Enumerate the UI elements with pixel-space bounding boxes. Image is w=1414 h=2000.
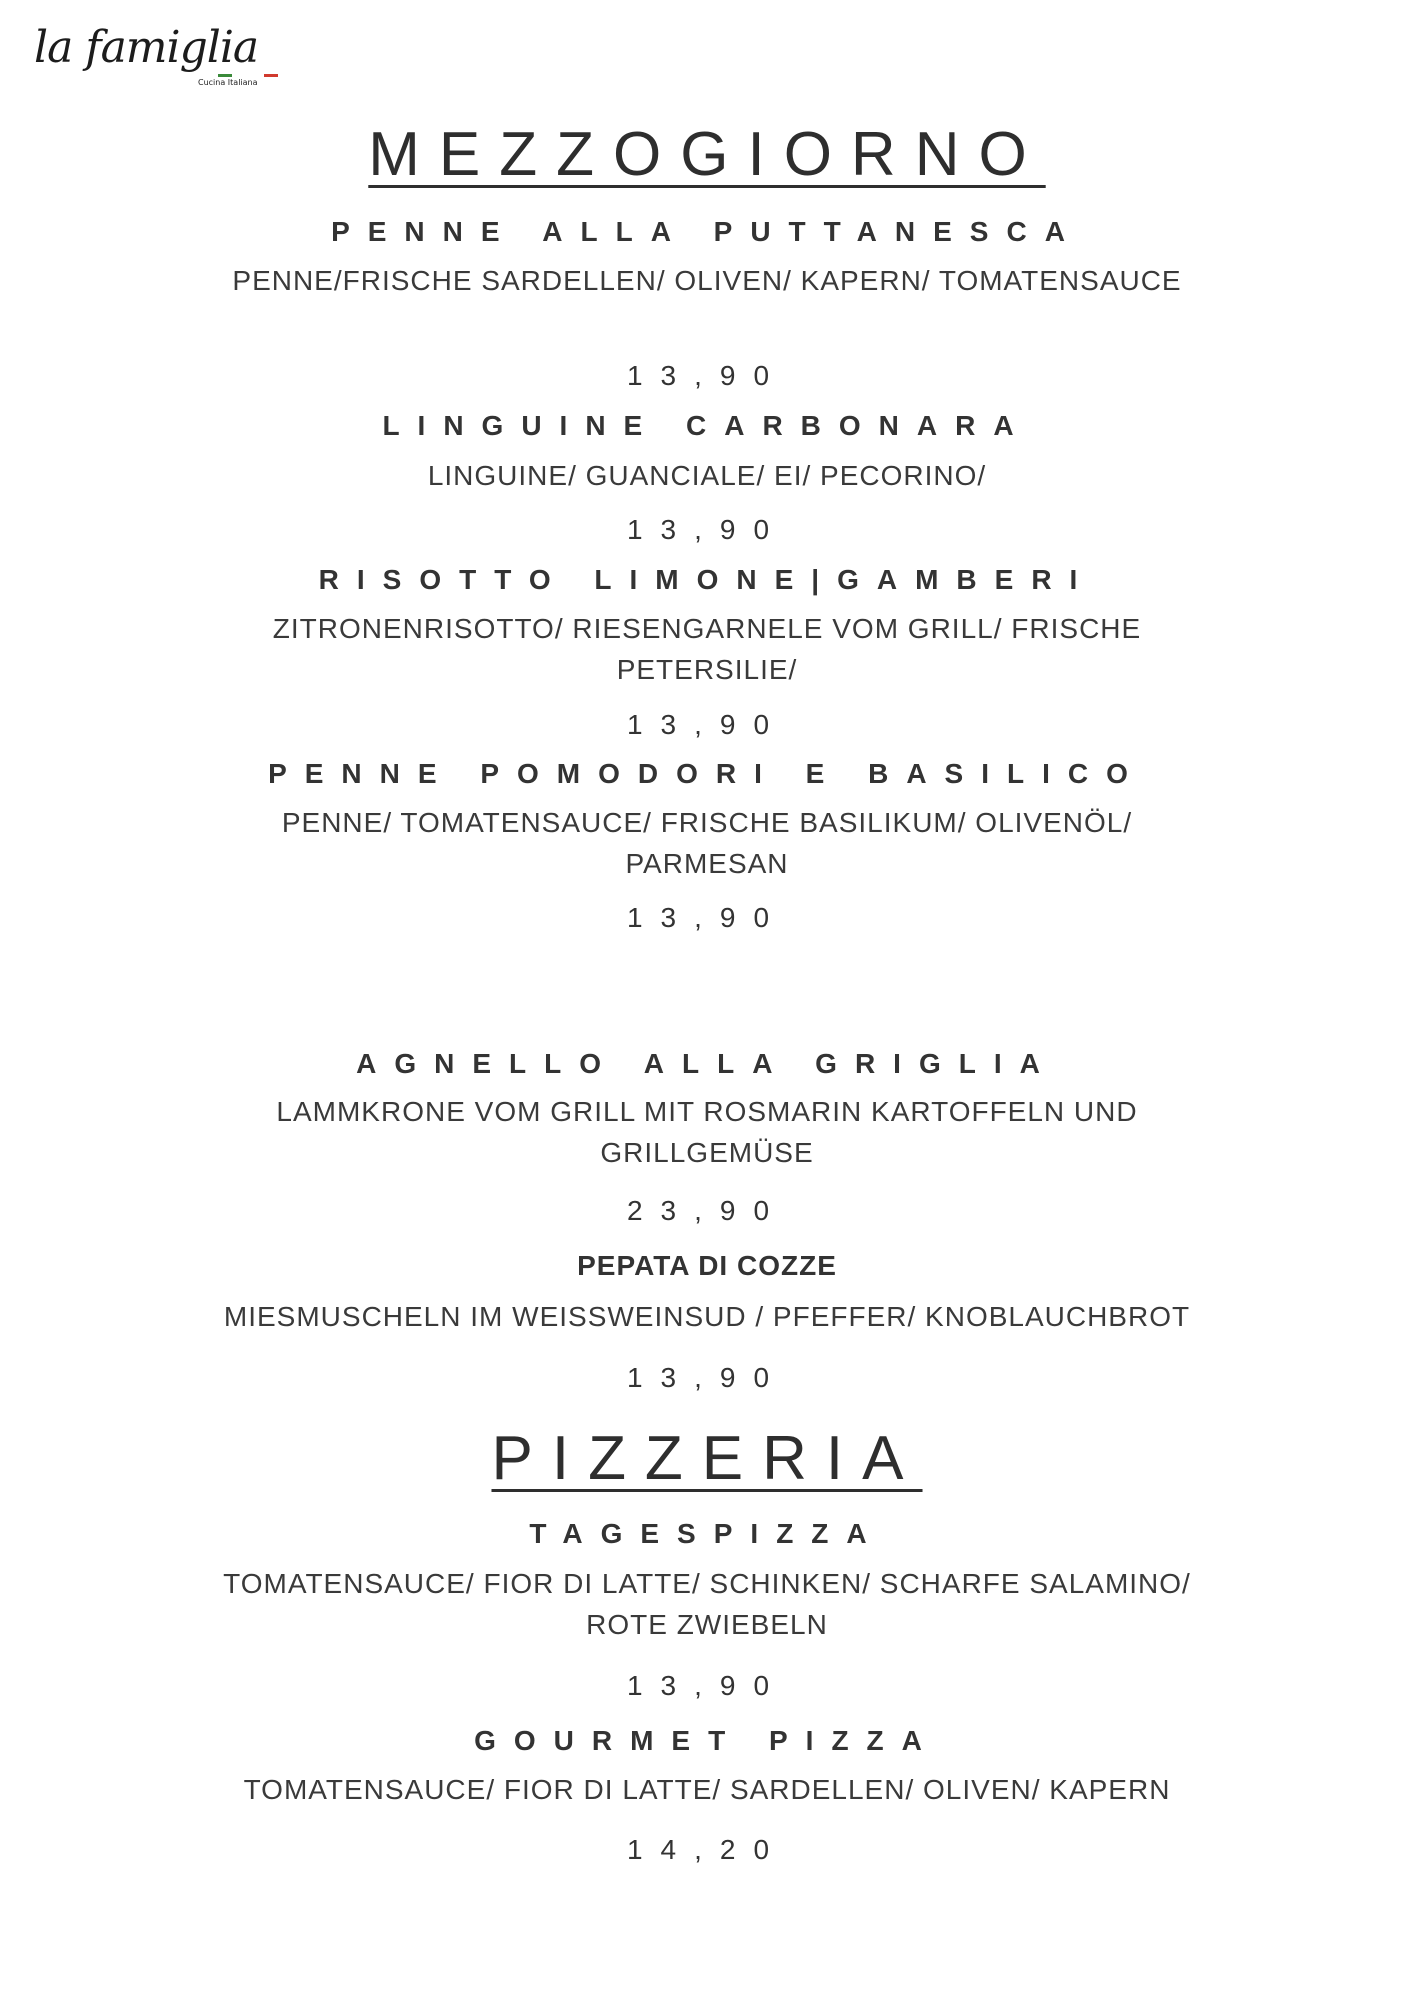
menu-item-name: RISOTTO LIMONE|GAMBERI [318, 564, 1096, 595]
menu-item-description: LINGUINE/ GUANCIALE/ EI/ PECORINO/ [427, 460, 987, 491]
menu-item-price: 13,90 [626, 1362, 788, 1393]
menu-item-price: 23,90 [626, 1195, 788, 1226]
menu-item-name: LINGUINE CARBONARA [382, 410, 1032, 441]
menu-item-description: TOMATENSAUCE/ FIOR DI LATTE/ SCHINKEN/ SCHARFE SALAMINO/ ROTE ZWIEBELN [223, 1568, 1191, 1640]
menu-item-name: PENNE POMODORI E BASILICO [268, 758, 1146, 789]
menu-item-price: 14,20 [626, 1834, 788, 1865]
menu-item-price: 13,90 [626, 514, 788, 545]
menu-item-name: GOURMET PIZZA [474, 1725, 940, 1756]
menu-item-price: 13,90 [626, 1670, 788, 1701]
flag-red-stripe [264, 74, 278, 77]
section-title-mezzogiorno: MEZZOGIORNO [368, 120, 1046, 189]
flag-green-stripe [218, 74, 232, 77]
menu-item-price: 13,90 [626, 360, 788, 391]
menu-item-name: PEPATA DI COZZE [577, 1250, 837, 1281]
menu-item-name: TAGESPIZZA [529, 1518, 885, 1549]
menu-item-price: 13,90 [626, 709, 788, 740]
menu-item-name: PENNE ALLA PUTTANESCA [331, 216, 1083, 247]
menu-item-description: ZITRONENRISOTTO/ RIESENGARNELE VOM GRILL/ FRISCHE PETERSILIE/ [272, 613, 1142, 685]
menu-item-description: PENNE/ TOMATENSAUCE/ FRISCHE BASILIKUM/ OLIVENÖL/ PARMESAN [281, 807, 1133, 879]
menu-item-price: 13,90 [626, 902, 788, 933]
menu-item-description: LAMMKRONE VOM GRILL MIT ROSMARIN KARTOFFELN UND GRILLGEMÜSE [276, 1096, 1138, 1168]
brand-subtitle: Cucina Italiana [198, 78, 258, 87]
brand-logo [30, 18, 290, 98]
menu-item-description: TOMATENSAUCE/ FIOR DI LATTE/ SARDELLEN/ OLIVEN/ KAPERN [243, 1774, 1171, 1805]
menu-item-name: AGNELLO ALLA GRIGLIA [356, 1048, 1058, 1079]
menu-item-description: PENNE/FRISCHE SARDELLEN/ OLIVEN/ KAPERN/ TOMATENSAUCE [232, 265, 1182, 296]
brand-name: la famiglia [34, 22, 259, 73]
menu-item-description: MIESMUSCHELN IM WEISSWEINSUD / PFEFFER/ KNOBLAUCHBROT [223, 1301, 1191, 1332]
section-title-pizzeria: PIZZERIA [491, 1424, 923, 1493]
